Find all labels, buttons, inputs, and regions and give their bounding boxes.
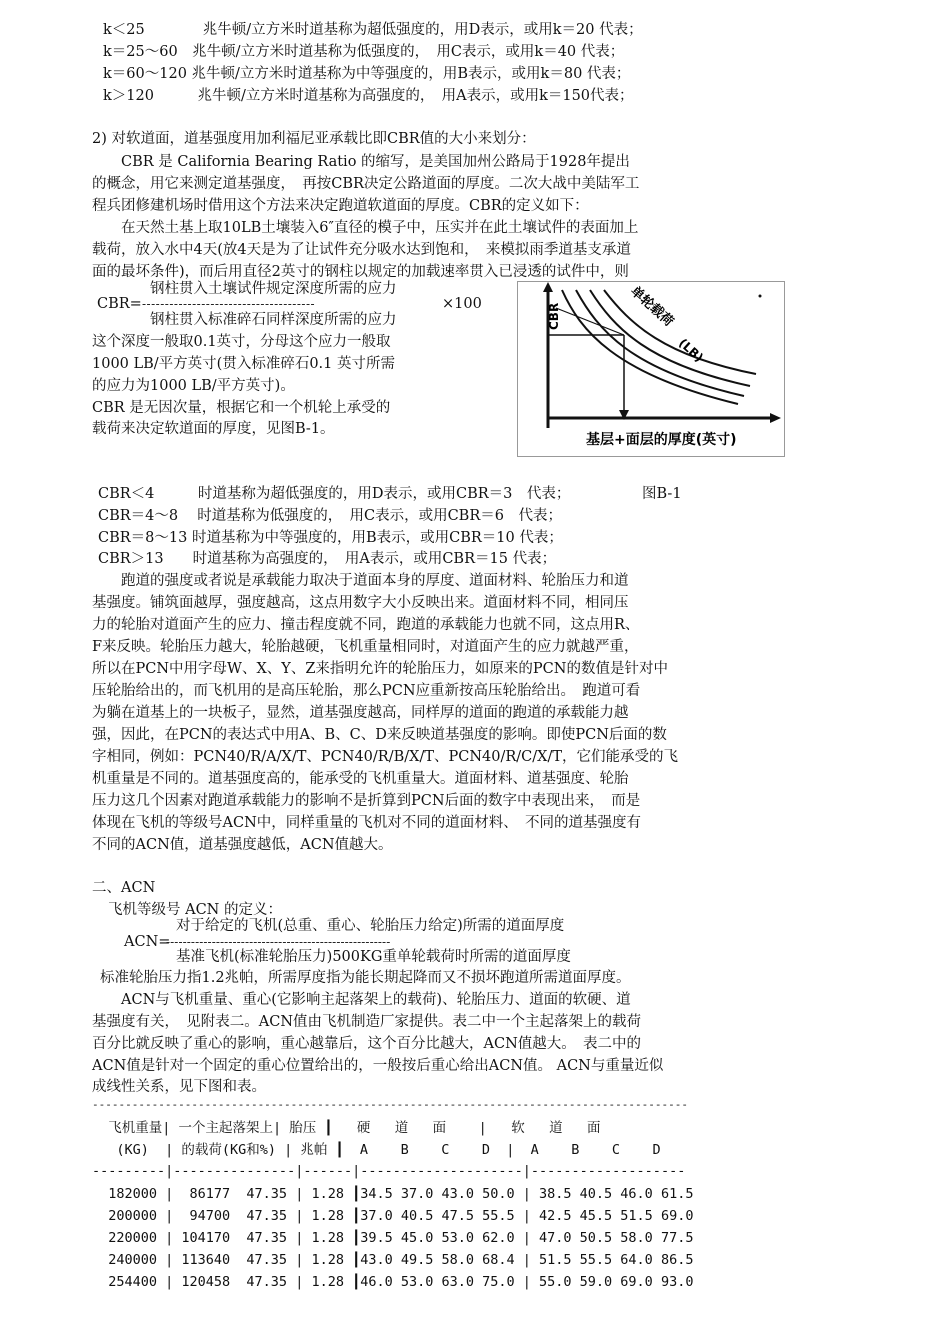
cbr-intro-line: 程兵团修建机场时借用这个方法来决定跑道软道面的厚度。CBR的定义如下： — [92, 198, 589, 214]
cbr-intro-line: 载荷，放入水中4天(放4天是为了让试件充分吸水达到饱和， 来模拟雨季道基支承道 — [92, 242, 631, 258]
acn-para-line: ACN值是针对一个固定的重心位置给出的，一般按后重心给出ACN值。 ACN与重量近似 — [92, 1058, 664, 1074]
cbr-text-line: 载荷来决定软道面的厚度，见图B-1。 — [92, 421, 335, 437]
figure-b1-cbr-chart — [517, 281, 785, 457]
table-row: 200000 | 94700 47.35 | 1.28 ┃37.0 40.5 47.5 55.5 | 42.5 45.5 51.5 69.0 — [92, 1208, 694, 1224]
acn-formula-lhs: ACN= — [124, 934, 171, 950]
cbr-formula-fraction-bar: -------------------------------------- — [142, 297, 316, 311]
runway-para-line: 不同的ACN值，道基强度越低，ACN值越大。 — [92, 837, 393, 853]
acn-para-line: 标准轮胎压力指1.2兆帕，所需厚度指为能长期起降而又不损坏跑道所需道面厚度。 — [100, 970, 631, 986]
k-grade-line: k＜25 兆牛顿/立方米时道基称为超低强度的，用D表示，或用k＝20 代表； — [103, 22, 643, 38]
cbr-intro-line: 在天然土基上取10LB土壤装入6″直径的模子中，压实并在此土壤试件的表面加上 — [92, 220, 639, 236]
table-top-rule: ------------------------------------------------------------------------------------------ — [92, 1098, 689, 1111]
cbr-text-line: CBR 是无因次量，根据它和一个机轮上承受的 — [92, 400, 391, 416]
table-header-row: (KG) | 的载荷(KG和%) | 兆帕 ┃ A B C D | A B C D — [92, 1142, 661, 1158]
acn-definition-label: 飞机等级号 ACN 的定义： — [108, 902, 282, 918]
cbr-formula-multiplier: ×100 — [442, 296, 482, 312]
cbr-grade-line: CBR＝4～8 时道基称为低强度的， 用C表示，或用CBR＝6 代表； — [98, 508, 562, 524]
acn-formula-numerator: 对于给定的飞机(总重、重心、轮胎压力给定)所需的道面厚度 — [176, 918, 565, 934]
table-row: 220000 | 104170 47.35 | 1.28 ┃39.5 45.0 53.0 62.0 | 47.0 50.5 58.0 77.5 — [92, 1230, 694, 1246]
cbr-text-line: 1000 LB/平方英寸(贯入标准碎石0.1 英寸所需 — [92, 356, 396, 372]
y-axis-arrow — [543, 282, 553, 292]
cbr-intro-line: 的概念，用它来测定道基强度， 再按CBR决定公路道面的厚度。二次大战中美陆军工 — [92, 176, 640, 192]
acn-para-line: 基强度有关， 见附表二。ACN值由飞机制造厂家提供。表二中一个主起落架上的载荷 — [92, 1014, 642, 1030]
figure-dot — [759, 295, 762, 298]
runway-para-line: 所以在PCN中用字母W、X、Y、Z来指明允许的轮胎压力，如原来的PCN的数值是针对中 — [92, 661, 668, 677]
y-axis-label: CBR — [547, 302, 561, 330]
runway-para-line: 体现在飞机的等级号ACN中，同样重量的飞机对不同的道面材料、 不同的道基强度有 — [92, 815, 642, 831]
x-axis-label: 基层+面层的厚度(英寸) — [586, 432, 737, 448]
cbr-grade-line: CBR＝8～13 时道基称为中等强度的，用B表示，或用CBR＝10 代表； — [98, 530, 563, 546]
cbr-formula-lhs: CBR= — [97, 296, 142, 312]
table-row: 240000 | 113640 47.35 | 1.28 ┃43.0 49.5 58.0 68.4 | 51.5 55.5 64.0 86.5 — [92, 1252, 694, 1268]
k-grade-line: k＝25～60 兆牛顿/立方米时道基称为低强度的， 用C表示，或用k＝40 代表； — [103, 44, 625, 60]
x-axis-arrow — [770, 413, 781, 423]
acn-formula-denominator: 基准飞机(标准轮胎压力)500KG重单轮载荷时所需的道面厚度 — [176, 949, 571, 965]
curve-label: 单轮载荷 — [627, 283, 677, 330]
cbr-formula-numerator: 钢柱贯入土壤试件规定深度所需的应力 — [150, 281, 397, 297]
runway-para-line: 强，因此，在PCN的表达式中用A、B、C、D来反映道基强度的影响。即使PCN后面的数 — [92, 727, 667, 743]
runway-para-line: 跑道的强度或者说是承载能力取决于道面本身的厚度、道面材料、轮胎压力和道 — [92, 573, 629, 589]
acn-para-line: 成线性关系，见下图和表。 — [92, 1079, 266, 1095]
cbr-intro-line: CBR 是 California Bearing Ratio 的缩写，是美国加州公路局于1928年提出 — [92, 154, 630, 170]
k-grade-line: k＝60～120 兆牛顿/立方米时道基称为中等强度的，用B表示，或用k＝80 代表； — [103, 66, 631, 82]
figure-caption: 图B-1 — [642, 486, 682, 502]
k-grade-line: k＞120 兆牛顿/立方米时道基称为高强度的， 用A表示，或用k＝150代表； — [103, 88, 634, 104]
cbr-grade-line: CBR＜4 时道基称为超低强度的，用D表示，或用CBR＝3 代表； — [98, 486, 571, 502]
cbr-text-line: 这个深度一般取0.1英寸，分母这个应力一般取 — [92, 334, 391, 350]
table-row: 254400 | 120458 47.35 | 1.28 ┃46.0 53.0 63.0 75.0 | 55.0 59.0 69.0 93.0 — [92, 1274, 694, 1290]
table-row: 182000 | 86177 47.35 | 1.28 ┃34.5 37.0 43.0 50.0 | 38.5 40.5 46.0 61.5 — [92, 1186, 694, 1202]
acn-para-line: ACN与飞机重量、重心(它影响主起落架上的载荷)、轮胎压力、道面的软硬、道 — [92, 992, 631, 1008]
runway-para-line: 压力这几个因素对跑道承载能力的影响不是折算到PCN后面的数字中表现出来， 而是 — [92, 793, 641, 809]
curve-unit-label: (LB) — [675, 335, 706, 365]
cbr-grade-line: CBR＞13 时道基称为高强度的， 用A表示，或用CBR＝15 代表； — [98, 551, 557, 567]
section-heading-acn: 二、ACN — [92, 880, 156, 896]
runway-para-line: 力的轮胎对道面产生的应力、撞击程度就不同，跑道的承载能力也就不同，这点用R、 — [92, 617, 640, 633]
table-header-row: 飞机重量| 一个主起落架上| 胎压 ┃ 硬 道 面 | 软 道 面 — [92, 1120, 601, 1136]
cbr-formula-denominator: 钢柱贯入标准碎石同样深度所需的应力 — [150, 312, 397, 328]
acn-para-line: 百分比就反映了重心的影响，重心越靠后，这个百分比越大，ACN值越大。 表二中的 — [92, 1036, 642, 1052]
cbr-intro-line: 2) 对软道面，道基强度用加利福尼亚承载比即CBR值的大小来划分： — [92, 131, 536, 147]
runway-para-line: F来反映。轮胎压力越大，轮胎越硬，飞机重量相同时，对道面产生的应力就越严重， — [92, 639, 639, 655]
runway-para-line: 为躺在道基上的一块板子，显然，道基强度越高，同样厚的道面的跑道的承载能力越 — [92, 705, 629, 721]
runway-para-line: 字相同，例如：PCN40/R/A/X/T、PCN40/R/B/X/T、PCN40/R/C/X/T，它们能承受的飞 — [92, 749, 679, 765]
runway-para-line: 压轮胎给出的，而飞机用的是高压轮胎，那么PCN应重新按高压轮胎给出。 跑道可看 — [92, 683, 641, 699]
table-header-rule: ---------|---------------|------|--------------------|------------------- — [92, 1163, 686, 1179]
runway-para-line: 机重量是不同的。道基强度高的，能承受的飞机重量大。道面材料、道基强度、轮胎 — [92, 771, 629, 787]
runway-para-line: 基强度。铺筑面越厚，强度越高，这点用数字大小反映出来。道面材料不同，相同压 — [92, 595, 629, 611]
cbr-intro-line: 面的最坏条件)，而后用直径2英寸的钢柱以规定的加载速率贯入已浸透的试件中，则 — [92, 264, 629, 280]
cbr-text-line: 的应力为1000 LB/平方英寸)。 — [92, 378, 295, 394]
acn-formula-fraction-bar: ------------------------------------------------------ — [166, 935, 391, 949]
